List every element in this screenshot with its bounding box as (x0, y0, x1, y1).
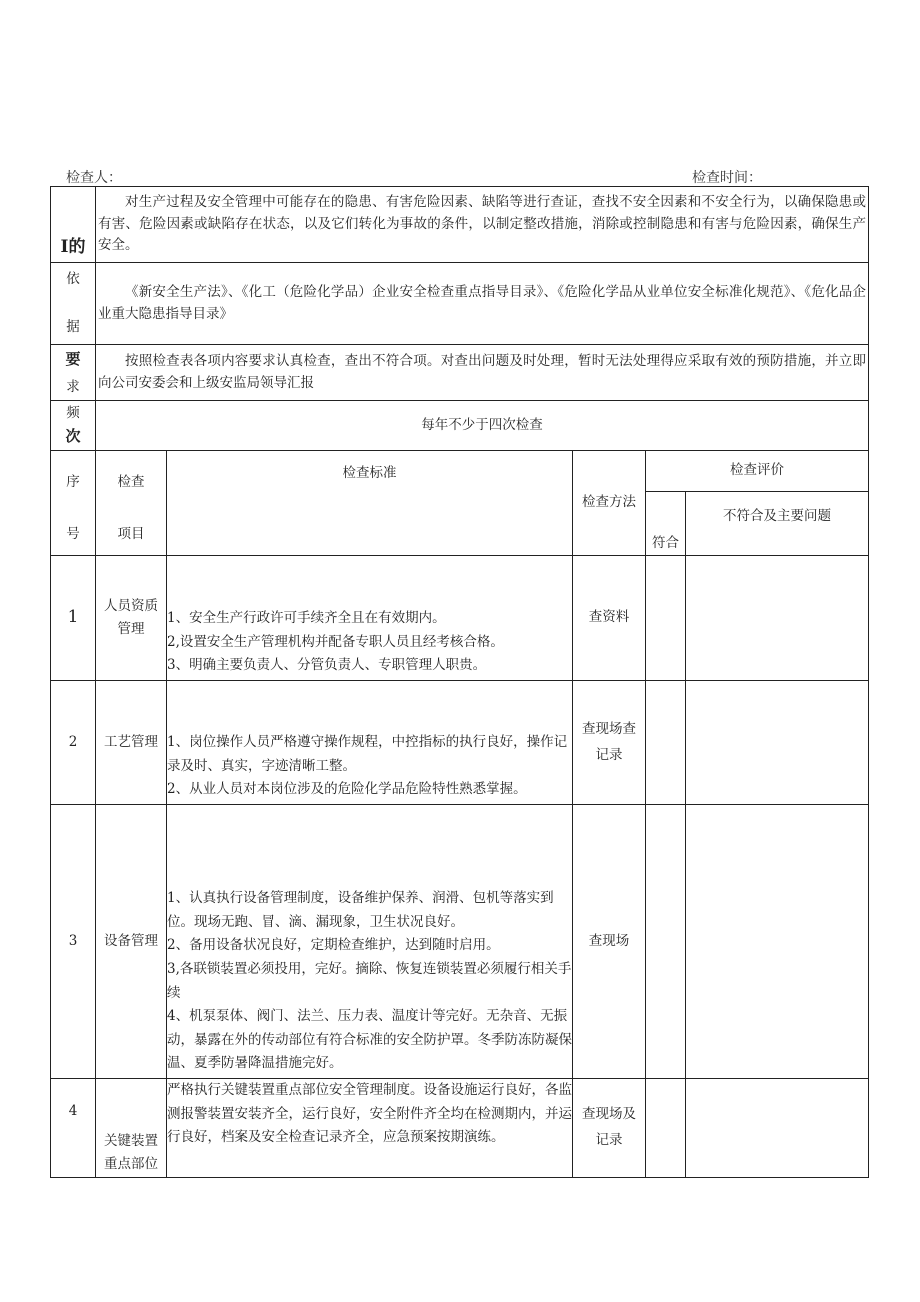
inspector-label: 检查人： (66, 170, 122, 186)
basis-label-top: 依 (66, 270, 80, 287)
requirement-text-cell (96, 345, 869, 401)
basis-label-bottom: 据 (66, 318, 80, 335)
table-row (51, 805, 869, 1079)
basis-label-cell (51, 263, 96, 345)
standard-line: 1、认真执行设备管理制度，设备维护保养、润滑、包机等落实到位。现场无跑、冒、滴、漏现象，卫生状况良好。 (167, 890, 554, 930)
standard-header-label: 检查标准 (342, 465, 397, 481)
row-item: 设备管理 (96, 805, 167, 1079)
conform-header-label: 符合 (652, 535, 679, 552)
standard-line: 2、从业人员对本岗位涉及的危险化学品危险特性熟悉掌握。 (167, 781, 527, 798)
table-row (51, 681, 869, 805)
standard-line: 3,各联锁装置必须投用，完好。摘除、恢复连锁装置必须履行相关手续 (167, 960, 572, 1001)
standard-line: 3、明确主要负责人、分管负责人、专职管理人职贵。 (167, 657, 487, 674)
basis-text: 《新安全生产法》、《化工（危险化学品）企业安全检查重点指导目录》、《危险化学品从业单位安全标准化规范》、《危化品企业重大隐患指导目录》 (98, 283, 866, 322)
row-conform-cell[interactable] (646, 556, 686, 681)
nonconform-header (686, 492, 869, 556)
standard-header (167, 451, 573, 556)
frequency-text: 每年不少于四次检查 (421, 416, 543, 433)
basis-text-cell (96, 263, 869, 345)
column-header-row-1 (51, 451, 869, 492)
inspection-time-label: 检查时间： (692, 170, 762, 186)
row-nonconform-cell[interactable] (686, 556, 869, 681)
purpose-label-cell (51, 187, 96, 263)
frequency-row (51, 401, 869, 451)
row-nonconform-cell[interactable] (686, 681, 869, 805)
standard-line: 1、安全生产行政许可手续齐全且在有效期内。 (167, 610, 446, 627)
standard-line: 4、机泵泵体、阀门、法兰、压力表、温度计等完好。无杂音、无振动，暴露在外的传动部位有符合标准的安全防护罩。冬季防冻防凝保温、夏季防暑降温措施完好。 (167, 1008, 572, 1072)
table-row (51, 1079, 869, 1178)
row-item: 工艺管理 (96, 681, 167, 805)
row-number: 2 (51, 681, 96, 805)
row-method: 查现场 (573, 805, 646, 1079)
seq-header-top: 序 (66, 474, 80, 490)
row-conform-cell[interactable] (646, 681, 686, 805)
evaluation-header-label: 检查评价 (730, 462, 784, 479)
seq-header (51, 451, 96, 556)
method-header (573, 451, 646, 556)
item-header-bottom: 项目 (117, 526, 145, 543)
row-standards (167, 1079, 573, 1178)
row-nonconform-cell[interactable] (686, 805, 869, 1079)
row-standards (167, 805, 573, 1079)
row-number: 4 (51, 1079, 96, 1178)
frequency-label-bottom: 次 (65, 427, 81, 446)
purpose-text: 对生产过程及安全管理中可能存在的隐患、有害危险因素、缺陷等进行查证，查找不安全因素和不安全行为，以确保隐患或有害、危险因素或缺陷存在状态，以及它们转化为事故的条件，以制定整改措施，消除或控制隐患和有害与危险因素，确保生产安全。 (98, 193, 866, 254)
frequency-label-top: 频 (66, 404, 80, 421)
requirement-text: 按照检查表各项内容要求认真检查，查出不符合项。对查出问题及时处理，暂时无法处理得应采取有效的预防措施，并立即向公司安委会和上级安监局领导汇报 (98, 352, 866, 391)
row-method: 查现场查记录 (573, 681, 646, 805)
row-standards (167, 681, 573, 805)
standard-line: 严格执行关键装置重点部位安全管理制度。设备设施运行良好，各监测报警装置安装齐全，运行良好，安全附件齐全均在检测期内，并运行良好，档案及安全检查记录齐全，应急预案按期演练。 (167, 1082, 572, 1146)
row-number: 3 (51, 805, 96, 1079)
requirement-label-top: 要 (65, 349, 81, 368)
evaluation-header (646, 451, 869, 492)
requirement-row (51, 345, 869, 401)
standard-line: 1、岗位操作人员严格遵守操作规程，中控指标的执行良好，操作记录及时、真实，字迹清晰工整。 (167, 734, 568, 774)
purpose-label: I的 (60, 237, 86, 258)
item-header (96, 451, 167, 556)
row-number: 1 (51, 556, 96, 681)
row-item: 人员资质管理 (96, 556, 167, 681)
conform-header (646, 492, 686, 556)
row-nonconform-cell[interactable] (686, 1079, 869, 1178)
row-standards (167, 556, 573, 681)
seq-header-bottom: 号 (66, 526, 80, 543)
row-item: 关键装置重点部位 (96, 1079, 167, 1178)
frequency-text-cell (96, 401, 869, 451)
standard-line: 2、备用设备状况良好，定期检查维护，达到随时启用。 (167, 937, 500, 954)
requirement-label-bottom: 求 (66, 378, 80, 395)
nonconform-header-label: 不符合及主要问题 (723, 508, 831, 525)
frequency-label-cell (51, 401, 96, 451)
table-row (51, 556, 869, 681)
row-conform-cell[interactable] (646, 805, 686, 1079)
basis-row (51, 263, 869, 345)
requirement-label-cell (51, 345, 96, 401)
row-method: 查资料 (573, 556, 646, 681)
inspection-table (50, 186, 869, 1178)
row-conform-cell[interactable] (646, 1079, 686, 1178)
standard-line: 2,设置安全生产管理机构并配备专职人员且经考核合格。 (167, 633, 504, 650)
item-header-top: 检查 (117, 474, 145, 490)
row-method: 查现场及记录 (573, 1079, 646, 1178)
method-header-label: 检查方法 (582, 494, 636, 511)
purpose-text-cell (96, 187, 869, 263)
purpose-row (51, 187, 869, 263)
